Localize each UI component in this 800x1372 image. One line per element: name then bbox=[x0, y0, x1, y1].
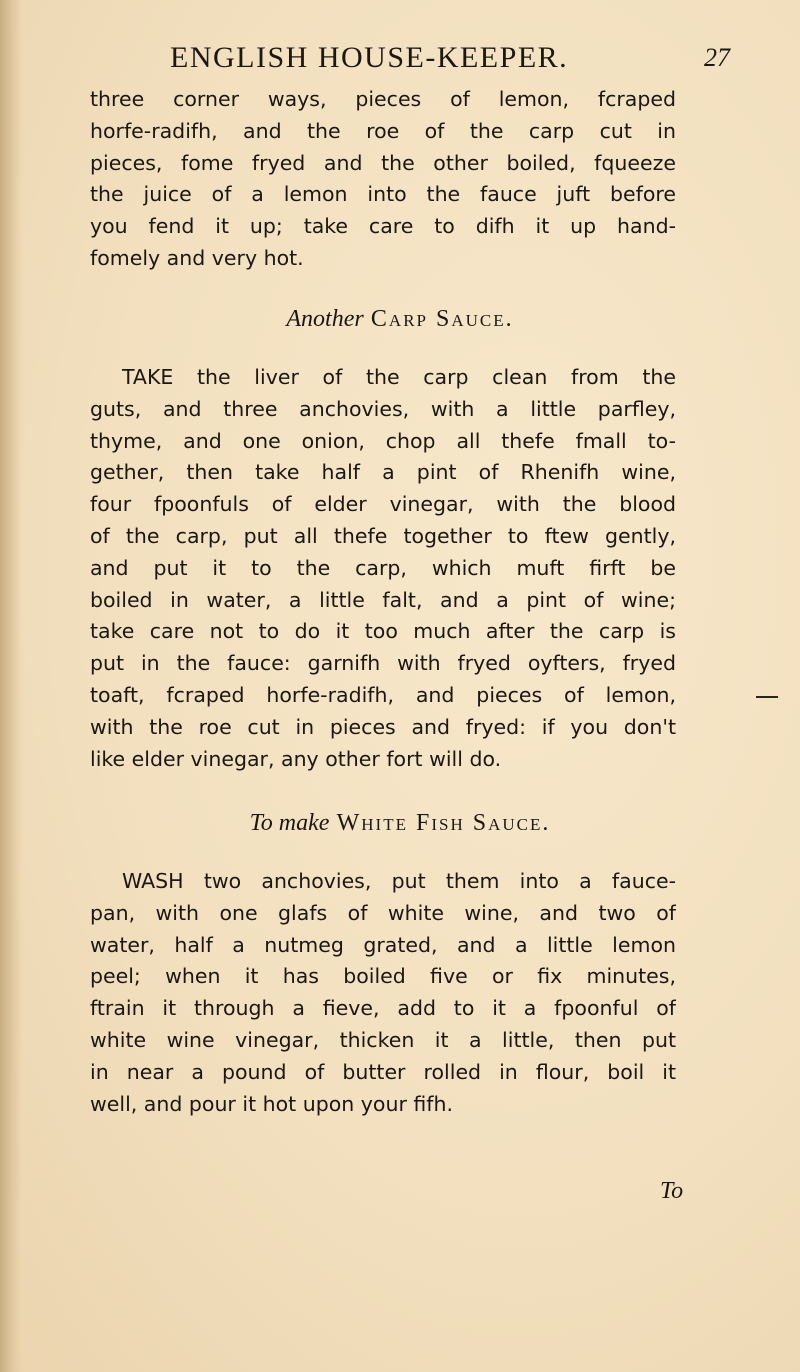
text-line: peel; when it has boiled five or fix minutes, bbox=[90, 964, 676, 989]
text-line: of the carp, put all thefe together to ftew gently, bbox=[90, 523, 676, 548]
text-line: take care not to do it too much after the carp is bbox=[90, 619, 676, 644]
text-line: horfe-radifh, and the roe of the carp cut in bbox=[90, 118, 676, 143]
text-line: four fpoonfuls of elder vinegar, with the blood bbox=[90, 492, 676, 517]
text-line: put in the fauce: garnifh with fryed oyfters, fryed bbox=[90, 651, 676, 676]
text-line: gether, then take half a pint of Rhenifh wine, bbox=[90, 460, 676, 485]
recipe-heading-white-fish-sauce bbox=[0, 810, 800, 837]
text-line: ftrain it through a fieve, add to it a fpoonful of bbox=[90, 996, 676, 1021]
text-line: water, half a nutmeg grated, and a little lemon bbox=[90, 932, 676, 957]
heading-italic: To make bbox=[249, 810, 330, 836]
heading-italic: Another bbox=[286, 306, 364, 332]
text-line: like elder vinegar, any other fort will do. bbox=[90, 746, 502, 771]
running-head: ENGLISH HOUSE-KEEPER. bbox=[170, 41, 569, 74]
page-number: 27 bbox=[704, 43, 730, 72]
paragraph-white-fish-sauce bbox=[90, 866, 676, 1120]
heading-title: Carp Sauce. bbox=[370, 306, 514, 332]
text-line: three corner ways, pieces of lemon, fcraped bbox=[90, 87, 676, 111]
text-line: pieces, fome fryed and the other boiled, fqueeze bbox=[90, 150, 676, 175]
text-line: toaft, fcraped horfe-radifh, and pieces of lemon, bbox=[90, 682, 676, 707]
paragraph-another-carp-sauce bbox=[90, 362, 676, 775]
margin-mark bbox=[756, 696, 778, 698]
text-line: TAKE the liver of the carp clean from the bbox=[122, 365, 676, 389]
text-line: thyme, and one onion, chop all thefe fmall to- bbox=[90, 428, 676, 453]
text-line: white wine vinegar, thicken it a little, then put bbox=[90, 1027, 676, 1052]
text-line: you fend it up; take care to difh it up hand- bbox=[90, 214, 676, 239]
paragraph-carp-sauce-end bbox=[90, 84, 676, 275]
text-line: and put it to the carp, which muft firft be bbox=[90, 555, 676, 580]
text-line: boiled in water, a little falt, and a pint of wine; bbox=[90, 587, 676, 612]
text-line: pan, with one glafs of white wine, and two of bbox=[90, 900, 676, 925]
heading-title: White Fish Sauce. bbox=[336, 810, 551, 836]
catchword: To bbox=[660, 1178, 684, 1204]
text-line: in near a pound of butter rolled in flour, boil it bbox=[90, 1059, 676, 1084]
page-gutter-shadow bbox=[0, 0, 22, 1372]
text-line: well, and pour it hot upon your fifh. bbox=[90, 1091, 454, 1116]
text-line: WASH two anchovies, put them into a fauce- bbox=[122, 869, 676, 893]
recipe-heading-another-carp-sauce bbox=[0, 306, 800, 333]
text-line: guts, and three anchovies, with a little parfley, bbox=[90, 396, 676, 421]
text-line: with the roe cut in pieces and fryed: if you don't bbox=[90, 714, 676, 739]
text-line: the juice of a lemon into the fauce juft before bbox=[90, 182, 676, 207]
page-header bbox=[170, 38, 730, 78]
text-line: fomely and very hot. bbox=[90, 245, 304, 270]
